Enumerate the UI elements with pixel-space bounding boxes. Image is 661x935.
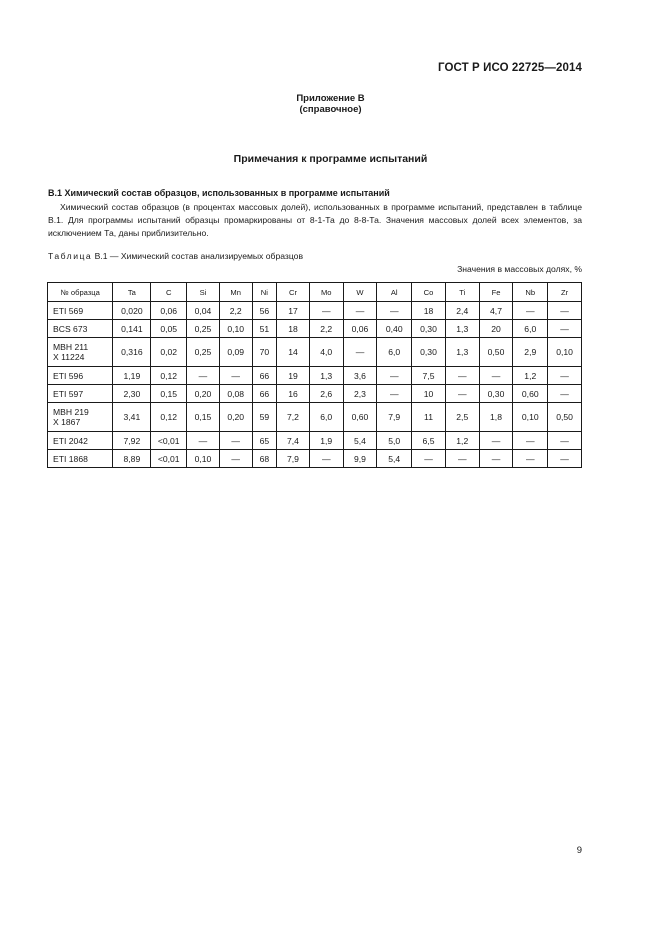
- value-cell: 0,04: [187, 302, 220, 320]
- value-cell: —: [343, 338, 377, 367]
- value-cell: —: [548, 320, 582, 338]
- value-cell: 0,020: [113, 302, 151, 320]
- table-row: [48, 338, 582, 367]
- table-row: [48, 450, 582, 468]
- value-cell: 2,6: [309, 385, 343, 403]
- value-cell: —: [219, 450, 252, 468]
- sample-name: ETI 569: [53, 305, 84, 316]
- value-cell: 0,09: [219, 338, 252, 367]
- sample-name-line2: X 1867: [53, 417, 81, 427]
- value-cell: —: [548, 385, 582, 403]
- sample-name: BCS 673: [53, 323, 88, 334]
- table-units: Значения в массовых долях, %: [457, 264, 582, 274]
- value-cell: 7,5: [412, 367, 446, 385]
- value-cell: —: [445, 367, 479, 385]
- page-number: 9: [576, 845, 582, 856]
- table-row: [48, 432, 582, 450]
- section-paragraph: Химический состав образцов (в процентах массовых долей), использованных в программе испытаний, представлен в таблице В.1. Для программы испытаний образцы промаркированы от 8-1-Та до 8-8-Та. Значения массовых долей всех элементов, за исключением Та, даны приблизительно.: [48, 202, 582, 239]
- column-header: Zr: [548, 283, 582, 302]
- table-row: [48, 403, 582, 432]
- value-cell: 0,30: [412, 338, 446, 367]
- value-cell: 0,15: [187, 403, 220, 432]
- value-cell: 0,60: [343, 403, 377, 432]
- value-cell: 0,15: [151, 385, 187, 403]
- column-header: C: [151, 283, 187, 302]
- value-cell: 0,10: [219, 320, 252, 338]
- value-cell: 8,89: [113, 450, 151, 468]
- value-cell: 18: [277, 320, 310, 338]
- value-cell: 1,3: [445, 320, 479, 338]
- value-cell: 0,30: [412, 320, 446, 338]
- annex-title: Приложение В: [296, 93, 365, 104]
- value-cell: —: [548, 432, 582, 450]
- value-cell: 2,2: [219, 302, 252, 320]
- value-cell: 3,41: [113, 403, 151, 432]
- column-header: № образца: [48, 283, 113, 302]
- sample-name: ETI 2042: [53, 435, 88, 446]
- value-cell: 68: [252, 450, 277, 468]
- value-cell: 4,0: [309, 338, 343, 367]
- sample-name: ETI 1868: [53, 453, 88, 464]
- value-cell: —: [377, 367, 412, 385]
- sample-cell: [48, 403, 113, 432]
- value-cell: 10: [412, 385, 446, 403]
- sample-name: MBH 211: [53, 342, 89, 352]
- value-cell: 6,0: [309, 403, 343, 432]
- column-header: Fe: [479, 283, 513, 302]
- column-header: Ta: [113, 283, 151, 302]
- column-header: W: [343, 283, 377, 302]
- value-cell: 65: [252, 432, 277, 450]
- value-cell: 0,06: [151, 302, 187, 320]
- annex-heading: [0, 93, 661, 115]
- value-cell: 17: [277, 302, 310, 320]
- value-cell: 1,19: [113, 367, 151, 385]
- value-cell: —: [445, 450, 479, 468]
- value-cell: 1,9: [309, 432, 343, 450]
- value-cell: 0,12: [151, 367, 187, 385]
- value-cell: 2,2: [309, 320, 343, 338]
- value-cell: —: [309, 450, 343, 468]
- value-cell: 0,25: [187, 338, 220, 367]
- value-cell: 0,08: [219, 385, 252, 403]
- value-cell: 1,2: [513, 367, 548, 385]
- column-header: Al: [377, 283, 412, 302]
- value-cell: 6,5: [412, 432, 446, 450]
- sample-cell: [48, 338, 113, 367]
- value-cell: —: [343, 302, 377, 320]
- value-cell: 0,25: [187, 320, 220, 338]
- value-cell: 0,20: [187, 385, 220, 403]
- value-cell: 2,9: [513, 338, 548, 367]
- value-cell: 0,141: [113, 320, 151, 338]
- value-cell: 6,0: [377, 338, 412, 367]
- value-cell: —: [219, 367, 252, 385]
- value-cell: 5,4: [377, 450, 412, 468]
- value-cell: —: [548, 302, 582, 320]
- value-cell: 66: [252, 367, 277, 385]
- value-cell: —: [479, 450, 513, 468]
- value-cell: —: [377, 302, 412, 320]
- value-cell: —: [412, 450, 446, 468]
- value-cell: 20: [479, 320, 513, 338]
- value-cell: 9,9: [343, 450, 377, 468]
- value-cell: 7,92: [113, 432, 151, 450]
- value-cell: 0,50: [548, 403, 582, 432]
- column-header: Mn: [219, 283, 252, 302]
- table-header-row: [48, 283, 582, 302]
- value-cell: 59: [252, 403, 277, 432]
- value-cell: —: [187, 367, 220, 385]
- value-cell: 5,0: [377, 432, 412, 450]
- value-cell: 7,4: [277, 432, 310, 450]
- value-cell: 0,20: [219, 403, 252, 432]
- sample-cell: [48, 302, 113, 320]
- value-cell: —: [548, 450, 582, 468]
- value-cell: 0,05: [151, 320, 187, 338]
- value-cell: 1,3: [445, 338, 479, 367]
- value-cell: 70: [252, 338, 277, 367]
- value-cell: 1,3: [309, 367, 343, 385]
- value-cell: —: [513, 302, 548, 320]
- value-cell: 1,2: [445, 432, 479, 450]
- value-cell: <0,01: [151, 450, 187, 468]
- value-cell: 0,10: [548, 338, 582, 367]
- value-cell: 7,9: [377, 403, 412, 432]
- value-cell: 19: [277, 367, 310, 385]
- value-cell: —: [479, 367, 513, 385]
- value-cell: 2,4: [445, 302, 479, 320]
- value-cell: —: [445, 385, 479, 403]
- value-cell: 0,12: [151, 403, 187, 432]
- table-row: [48, 302, 582, 320]
- value-cell: 2,30: [113, 385, 151, 403]
- value-cell: —: [377, 385, 412, 403]
- table-row: [48, 385, 582, 403]
- value-cell: 0,316: [113, 338, 151, 367]
- column-header: Ni: [252, 283, 277, 302]
- sample-name: ETI 597: [53, 388, 84, 399]
- value-cell: 2,3: [343, 385, 377, 403]
- value-cell: —: [548, 367, 582, 385]
- value-cell: 3,6: [343, 367, 377, 385]
- table-caption-text: В.1 — Химический состав анализируемых образцов: [94, 251, 304, 261]
- annex-kind: (справочное): [299, 104, 362, 115]
- value-cell: —: [513, 450, 548, 468]
- value-cell: 14: [277, 338, 310, 367]
- column-header: Mo: [309, 283, 343, 302]
- column-header: Ti: [445, 283, 479, 302]
- value-cell: 0,06: [343, 320, 377, 338]
- sample-cell: [48, 367, 113, 385]
- sample-cell: [48, 450, 113, 468]
- table-caption: [48, 251, 303, 261]
- value-cell: 11: [412, 403, 446, 432]
- sample-cell: [48, 385, 113, 403]
- table-row: [48, 367, 582, 385]
- value-cell: 0,40: [377, 320, 412, 338]
- value-cell: 18: [412, 302, 446, 320]
- value-cell: 16: [277, 385, 310, 403]
- notes-title: Примечания к программе испытаний: [233, 153, 428, 165]
- value-cell: 0,10: [187, 450, 220, 468]
- sample-cell: [48, 432, 113, 450]
- value-cell: 6,0: [513, 320, 548, 338]
- value-cell: <0,01: [151, 432, 187, 450]
- value-cell: —: [513, 432, 548, 450]
- value-cell: 0,10: [513, 403, 548, 432]
- standard-code: ГОСТ Р ИСО 22725—2014: [437, 62, 582, 74]
- value-cell: 7,9: [277, 450, 310, 468]
- value-cell: 4,7: [479, 302, 513, 320]
- column-header: Co: [412, 283, 446, 302]
- value-cell: 66: [252, 385, 277, 403]
- value-cell: 7,2: [277, 403, 310, 432]
- column-header: Si: [187, 283, 220, 302]
- value-cell: 1,8: [479, 403, 513, 432]
- composition-table: [47, 282, 582, 468]
- value-cell: 5,4: [343, 432, 377, 450]
- value-cell: 51: [252, 320, 277, 338]
- value-cell: —: [187, 432, 220, 450]
- value-cell: 0,02: [151, 338, 187, 367]
- column-header: Cr: [277, 283, 310, 302]
- sample-cell: [48, 320, 113, 338]
- value-cell: 0,60: [513, 385, 548, 403]
- table-row: [48, 320, 582, 338]
- section-title: В.1 Химический состав образцов, использованных в программе испытаний: [48, 188, 390, 198]
- value-cell: —: [479, 432, 513, 450]
- value-cell: —: [309, 302, 343, 320]
- value-cell: 56: [252, 302, 277, 320]
- table-caption-label: Таблица: [48, 251, 93, 261]
- value-cell: 2,5: [445, 403, 479, 432]
- sample-name: ETI 596: [53, 370, 84, 381]
- sample-name-line2: X 11224: [53, 352, 85, 362]
- column-header: Nb: [513, 283, 548, 302]
- value-cell: 0,30: [479, 385, 513, 403]
- sample-name: MBH 219: [53, 407, 89, 417]
- value-cell: —: [219, 432, 252, 450]
- value-cell: 0,50: [479, 338, 513, 367]
